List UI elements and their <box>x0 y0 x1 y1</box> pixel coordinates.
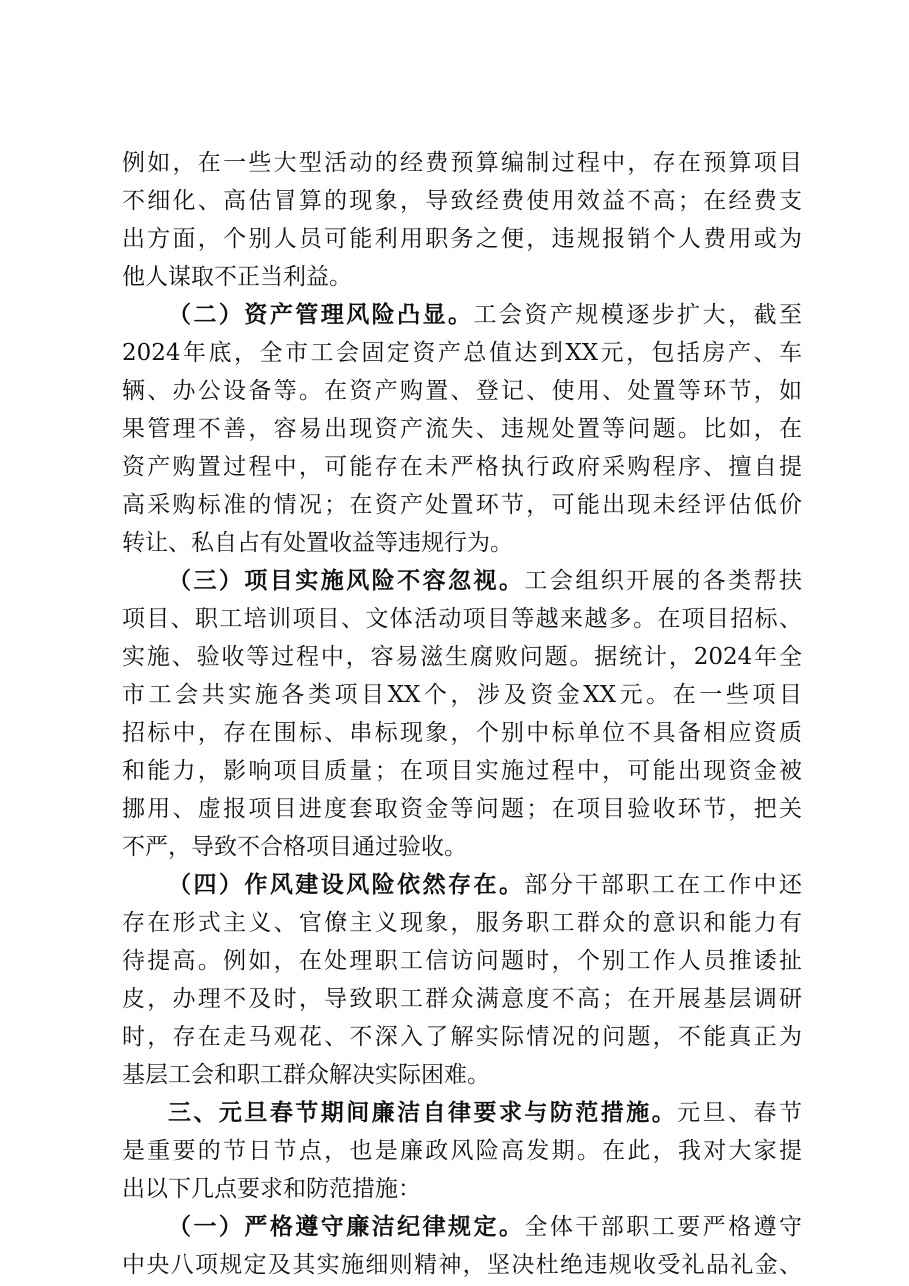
body-line: 中央八项规定及其实施细则精神，坚决杜绝违规收受礼品礼金、 <box>122 1252 802 1278</box>
body-line: 他人谋取不正当利益。 <box>122 264 352 290</box>
body-line: 皮，办理不及时，导致职工群众满意度不高；在开展基层调研 <box>122 986 802 1012</box>
body-line: 果管理不善，容易出现资产流失、违规处置等问题。比如，在 <box>122 416 802 442</box>
body-line: 出方面，个别人员可能利用职务之便，违规报销个人费用或为 <box>122 226 802 252</box>
body-line: 时，存在走马观花、不深入了解实际情况的问题，不能真正为 <box>122 1024 802 1050</box>
part-three-heading: 三、元旦春节期间廉洁自律要求与防范措施。 <box>168 1099 678 1126</box>
body-line: 出以下几点要求和防范措施： <box>122 1176 421 1202</box>
body-line: 转让、私自占有处置收益等违规行为。 <box>122 530 513 556</box>
section-text: 工会资产规模逐步扩大，截至 <box>473 302 803 328</box>
section-heading-project-risk: （三）项目实施风险不容忽视。 <box>168 567 525 594</box>
section-text: 部分干部职工在工作中还 <box>524 872 803 898</box>
body-line: 项目、职工培训项目、文体活动项目等越来越多。在项目招标、 <box>122 606 802 632</box>
document-body <box>122 144 802 1284</box>
body-line: 挪用、虚报项目进度套取资金等问题；在项目验收环节，把关 <box>122 796 802 822</box>
body-line: 不严，导致不合格项目通过验收。 <box>122 834 467 860</box>
body-line: 是重要的节日节点，也是廉政风险高发期。在此，我对大家提 <box>122 1138 802 1164</box>
body-line: 不细化、高估冒算的现象，导致经费使用效益不高；在经费支 <box>122 188 802 214</box>
body-line: 高采购标准的情况；在资产处置环节，可能出现未经评估低价 <box>122 492 802 518</box>
body-line: 待提高。例如，在处理职工信访问题时，个别工作人员推诿扯 <box>122 948 802 974</box>
section-heading-asset-risk: （二）资产管理风险凸显。 <box>168 301 474 328</box>
section-text: 全体干部职工要严格遵守 <box>524 1214 803 1240</box>
body-line: 市工会共实施各类项目XX个，涉及资金XX元。在一些项目 <box>122 682 802 708</box>
section-heading-conduct-risk: （四）作风建设风险依然存在。 <box>168 871 525 898</box>
body-line: 基层工会和职工群众解决实际困难。 <box>122 1062 490 1088</box>
section-text: 元旦、春节 <box>677 1100 803 1126</box>
section-line-asset-risk <box>122 296 802 334</box>
body-line: 2024年底，全市工会固定资产总值达到XX元，包括房产、车 <box>122 340 802 366</box>
body-line: 例如，在一些大型活动的经费预算编制过程中，存在预算项目 <box>122 150 802 176</box>
body-line: 招标中，存在围标、串标现象，个别中标单位不具备相应资质 <box>122 720 802 746</box>
body-line: 辆、办公设备等。在资产购置、登记、使用、处置等环节，如 <box>122 378 802 404</box>
body-line: 实施、验收等过程中，容易滋生腐败问题。据统计，2024年全 <box>122 644 802 670</box>
section-heading-discipline: （一）严格遵守廉洁纪律规定。 <box>168 1213 525 1240</box>
section-line-project-risk <box>122 562 802 600</box>
section-line-discipline <box>122 1208 802 1246</box>
section-line-conduct-risk <box>122 866 802 904</box>
body-line: 和能力，影响项目质量；在项目实施过程中，可能出现资金被 <box>122 758 802 784</box>
body-line: 存在形式主义、官僚主义现象，服务职工群众的意识和能力有 <box>122 910 802 936</box>
part-three-line <box>122 1094 802 1132</box>
section-text: 工会组织开展的各类帮扶 <box>524 568 803 594</box>
body-line: 资产购置过程中，可能存在未严格执行政府采购程序、擅自提 <box>122 454 802 480</box>
